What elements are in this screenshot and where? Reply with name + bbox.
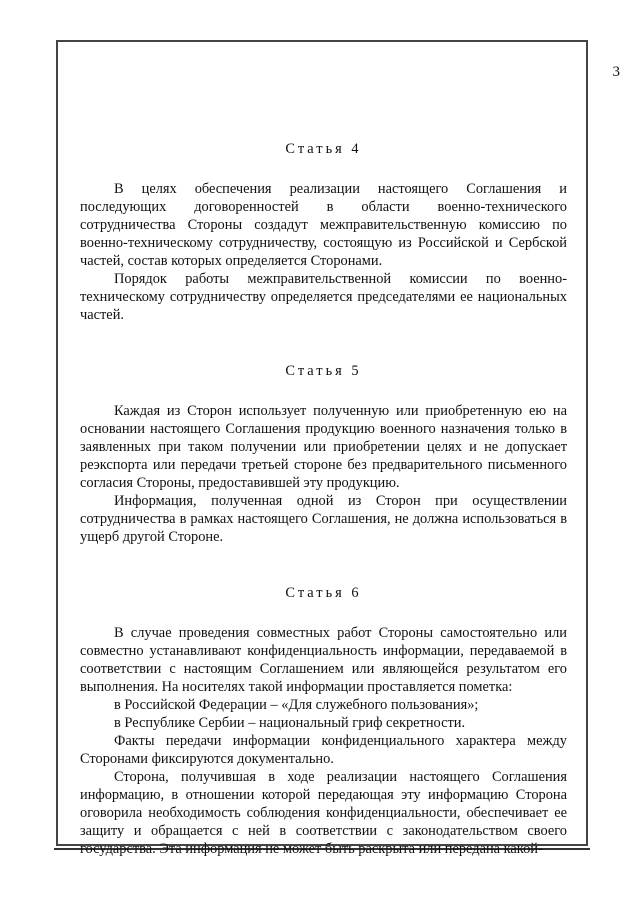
paragraph: Информация, полученная одной из Сторон при осуществлении сотрудничества в рамках настоящего Соглашения, не должна использоваться в ущерб другой Стороне.: [80, 493, 567, 545]
paragraph: В случае проведения совместных работ Стороны самостоятельно или совместно устанавливают конфиденциальность информации, передаваемой в соответствии с настоящим Соглашением или являющейся результатом его выполнения. На носителях такой информации проставляется пометка:: [80, 625, 567, 695]
document-body: [80, 130, 567, 858]
article-title: Статья 6: [285, 585, 362, 601]
paragraph: Сторона, получившая в ходе реализации настоящего Соглашения информацию, в отношении которой передающая эту информацию Сторона оговорила необходимость соблюдения конфиденциальности, обеспечивает ее защиту и обращается с ней в соответствии с законодательством своего государства. Эта информация не может быть раскрыта или передана какой-: [80, 769, 567, 857]
page-number: 3: [612, 64, 620, 80]
paragraph: в Российской Федерации – «Для служебного пользования»;: [114, 697, 479, 713]
paragraph: Каждая из Сторон использует полученную или приобретенную ею на основании настоящего Соглашения продукцию военного назначения только в заявленных при таком получении или приобретении целях и не допускает реэкспорта или передачи третьей стороне без предварительного письменного согласия Стороны, предоставившей эту продукцию.: [80, 403, 567, 491]
paragraph: В целях обеспечения реализации настоящего Соглашения и последующих договоренностей в области военно-технического сотрудничества Стороны создадут межправительственную комиссию по военно-техническому сотрудничеству, состоящую из Российской и Сербской частей, состав которых определяется Сторонами.: [80, 181, 567, 269]
article-title: Статья 5: [285, 363, 362, 379]
article-5: [80, 362, 567, 546]
paragraph: Порядок работы межправительственной комиссии по военно-техническому сотрудничеству определяется председателями ее национальных частей.: [80, 271, 567, 323]
article-title: Статья 4: [285, 141, 362, 157]
article-4: [80, 140, 567, 324]
paragraph: Факты передачи информации конфиденциального характера между Сторонами фиксируются документально.: [80, 733, 567, 767]
paragraph: в Республике Сербии – национальный гриф секретности.: [114, 715, 466, 731]
article-6: [80, 584, 567, 858]
